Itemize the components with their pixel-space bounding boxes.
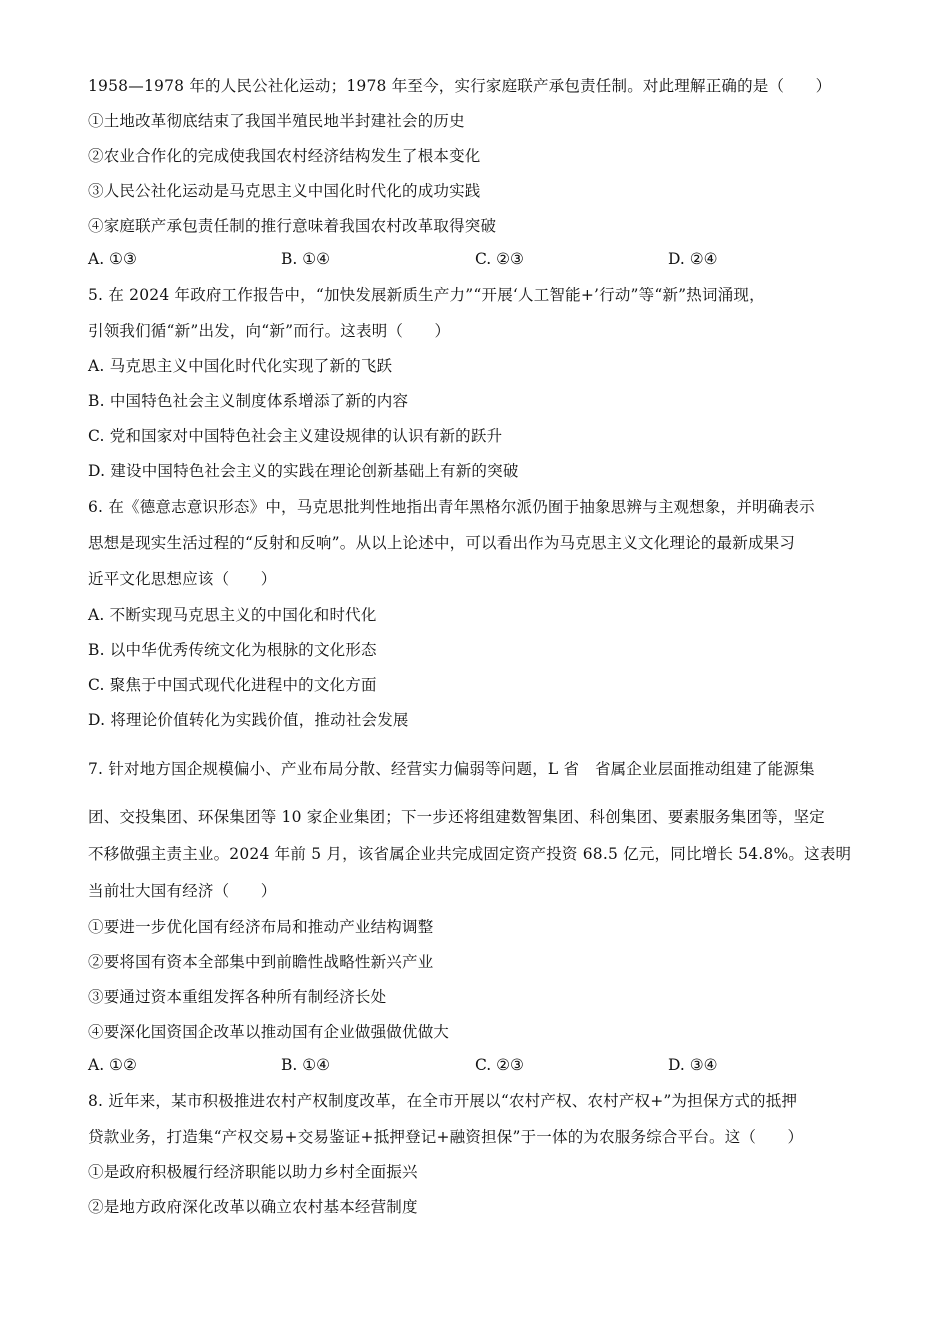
q4-option-c[interactable]: C. ②③ — [475, 250, 524, 268]
q6-stem-line-2: 思想是现实生活过程的“反射和反响”。从以上论述中，可以看出作为马克思主义文化理论的最新成果习 — [88, 534, 796, 552]
q5-option-b[interactable]: B. 中国特色社会主义制度体系增添了新的内容 — [88, 392, 409, 410]
q7-statement-1: ①要进一步优化国有经济布局和推动产业结构调整 — [88, 918, 434, 936]
q4-statement-2: ②农业合作化的完成使我国农村经济结构发生了根本变化 — [88, 147, 481, 165]
q7-option-b[interactable]: B. ①④ — [281, 1056, 331, 1074]
q7-statement-4: ④要深化国资国企改革以推动国有企业做强做优做大 — [88, 1023, 450, 1041]
q5-option-a[interactable]: A. 马克思主义中国化时代化实现了新的飞跃 — [88, 357, 393, 375]
q4-option-b[interactable]: B. ①④ — [281, 250, 331, 268]
q4-statement-1: ①土地改革彻底结束了我国半殖民地半封建社会的历史 — [88, 112, 465, 130]
q6-stem-line-1: 6. 在《德意志意识形态》中，马克思批判性地指出青年黑格尔派仍囿于抽象思辨与主观想象，并明确表示 — [88, 498, 815, 516]
q4-option-a[interactable]: A. ①③ — [88, 250, 137, 268]
q7-stem-line-2: 团、交投集团、环保集团等 10 家企业集团；下一步还将组建数智集团、科创集团、要素服务集团等，坚定 — [88, 808, 825, 826]
q4-options — [88, 248, 868, 270]
q7-option-d[interactable]: D. ③④ — [668, 1056, 718, 1074]
q4-stem-tail: 1958—1978 年的人民公社化运动；1978 年至今，实行家庭联产承包责任制。对此理解正确的是（ ） — [88, 77, 832, 95]
q7-stem-line-4: 当前壮大国有经济（ ） — [88, 882, 277, 900]
q8-statement-2: ②是地方政府深化改革以确立农村基本经营制度 — [88, 1198, 418, 1216]
q7-option-a[interactable]: A. ①② — [88, 1056, 137, 1074]
q5-stem-line-2: 引领我们循“新”出发，向“新”而行。这表明（ ） — [88, 322, 451, 340]
q6-stem-line-3: 近平文化思想应该（ ） — [88, 570, 277, 588]
q5-stem-line-1: 5. 在 2024 年政府工作报告中，“加快发展新质生产力”“开展‘人工智能+’行动”等“新”热词涌现， — [88, 286, 765, 304]
q5-option-c[interactable]: C. 党和国家对中国特色社会主义建设规律的认识有新的跃升 — [88, 427, 503, 445]
q7-stem-line-3: 不移做强主责主业。2024 年前 5 月，该省属企业共完成固定资产投资 68.5 亿元，同比增长 54.8%。这表明 — [88, 845, 852, 863]
q7-option-c[interactable]: C. ②③ — [475, 1056, 524, 1074]
q4-option-d[interactable]: D. ②④ — [668, 250, 718, 268]
q6-option-d[interactable]: D. 将理论价值转化为实践价值，推动社会发展 — [88, 711, 409, 729]
q6-option-c[interactable]: C. 聚焦于中国式现代化进程中的文化方面 — [88, 676, 377, 694]
q4-statement-4: ④家庭联产承包责任制的推行意味着我国农村改革取得突破 — [88, 217, 497, 235]
q7-statement-3: ③要通过资本重组发挥各种所有制经济长处 — [88, 988, 387, 1006]
q5-option-d[interactable]: D. 建设中国特色社会主义的实践在理论创新基础上有新的突破 — [88, 462, 519, 480]
q8-statement-1: ①是政府积极履行经济职能以助力乡村全面振兴 — [88, 1163, 418, 1181]
q6-option-a[interactable]: A. 不断实现马克思主义的中国化和时代化 — [88, 606, 377, 624]
q8-stem-line-2: 贷款业务，打造集“产权交易+交易鉴证+抵押登记+融资担保”于一体的为农服务综合平台。这（ ） — [88, 1128, 804, 1146]
q8-stem-line-1: 8. 近年来，某市积极推进农村产权制度改革，在全市开展以“农村产权、农村产权+”为担保方式的抵押 — [88, 1092, 798, 1110]
q6-option-b[interactable]: B. 以中华优秀传统文化为根脉的文化形态 — [88, 641, 377, 659]
q7-statement-2: ②要将国有资本全部集中到前瞻性战略性新兴产业 — [88, 953, 434, 971]
q7-options — [88, 1054, 868, 1076]
q7-stem-line-1: 7. 针对地方国企规模偏小、产业布局分散、经营实力偏弱等问题，L 省 省属企业层面推动组建了能源集 — [88, 760, 815, 778]
q4-statement-3: ③人民公社化运动是马克思主义中国化时代化的成功实践 — [88, 182, 481, 200]
